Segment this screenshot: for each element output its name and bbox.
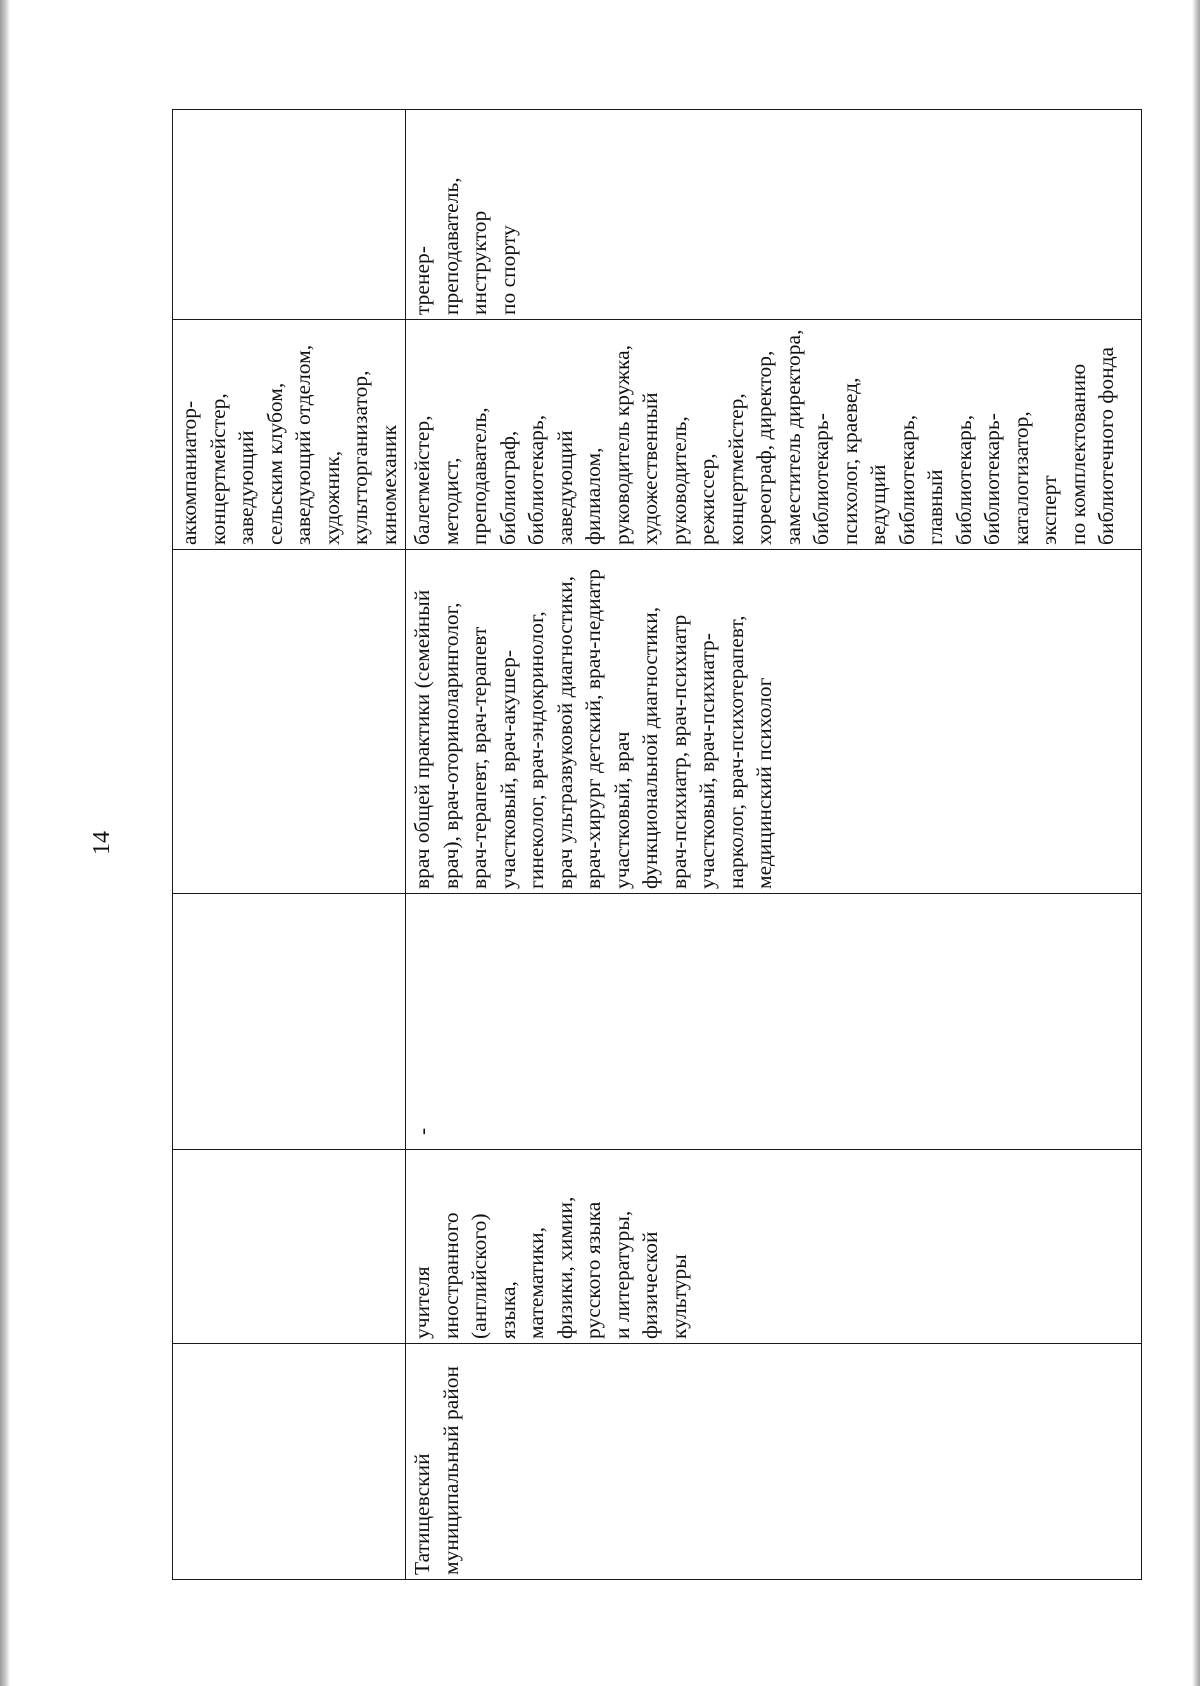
cell-district: Татищевский муниципальный район (406, 1344, 1142, 1580)
cell-col3 (173, 894, 406, 1150)
cell-sport: тренер- преподаватель, инструктор по спорту (406, 110, 1142, 320)
page-number: 14 (89, 831, 115, 855)
cell-col3: - (406, 894, 1142, 1150)
cell-teachers (173, 1150, 406, 1344)
cell-doctors: врач общей практики (семейный врач), врач-оториноларинголог, врач-терапевт, врач-терапевт участковый, врач-акушер- гинеколог, врач-эндокринолог, врач ультразвуковой диагностики, врач-хирург детский, врач-педиатр участковый, врач функциональной диагностики, врач-психиатр, врач-психиатр участковый, врач-психиатр- нарколог, врач-психотерапевт, медицинский психолог (406, 550, 1142, 894)
cell-culture: балетмейстер, методист, преподаватель, библиограф, библиотекарь, заведующий филиалом, руководитель кружка, художественный руководитель, режиссер, концертмейстер, хореограф, директор, заместитель директора, библиотекарь- психолог, краевед, ведущий библиотекарь, главный библиотекарь, библиотекарь- каталогизатор, эксперт по комплектованию библиотечного фонда (406, 320, 1142, 550)
table-row (173, 110, 406, 1580)
table-row (406, 110, 1142, 1580)
scan-edge-left (0, 0, 10, 1686)
rotated-table-container (172, 110, 1118, 1580)
cell-doctors (173, 550, 406, 894)
scan-edge-right (1192, 0, 1200, 1686)
cell-sport (173, 110, 406, 320)
vacancy-table (172, 109, 1142, 1580)
cell-teachers: учителя иностранного (английского) языка, математики, физики, химии, русского языка и литературы, физической культуры (406, 1150, 1142, 1344)
cell-culture: аккомпаниатор- концертмейстер, заведующий сельским клубом, заведующий отделом, художник, культторганизатор, киномеханик (173, 320, 406, 550)
cell-district (173, 1344, 406, 1580)
